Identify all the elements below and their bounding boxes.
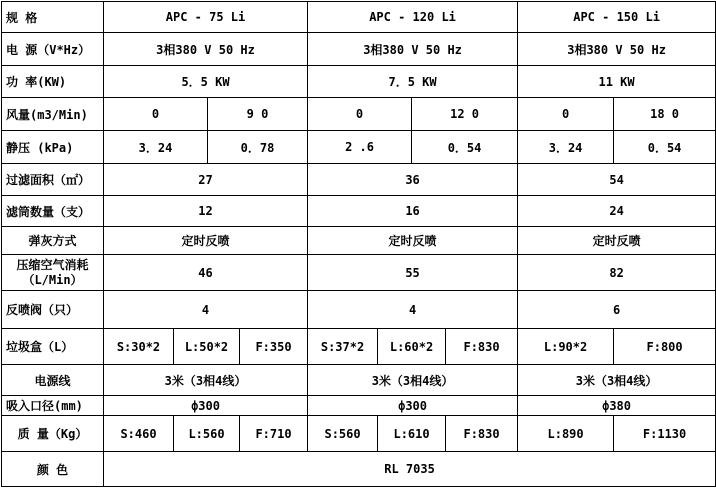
cell-value: S:460 <box>104 416 174 452</box>
cell-value: S:37*2 <box>308 329 378 365</box>
cell-value: 3米（3相4线） <box>308 365 518 396</box>
cell-value: 46 <box>104 255 308 291</box>
static-pressure-row <box>2 131 716 164</box>
cell-value: 5．5 KW <box>104 66 308 98</box>
cell-value: 9 0 <box>208 98 308 131</box>
cell-value: 3米（3相4线） <box>518 365 716 396</box>
cell-value: L:610 <box>378 416 446 452</box>
cell-value: 55 <box>308 255 518 291</box>
cell-value: 0 <box>518 98 614 131</box>
cell-value: 定时反喷 <box>518 227 716 255</box>
cell-value: 3米（3相4线） <box>104 365 308 396</box>
row-label: 压缩空气消耗（L/Min） <box>2 255 104 291</box>
spec-table <box>1 1 716 487</box>
cell-value: RL 7035 <box>104 452 716 487</box>
cell-value: 36 <box>308 164 518 196</box>
power-source-row <box>2 33 716 66</box>
ash-method-row <box>2 227 716 255</box>
cell-value: 3相380 V 50 Hz <box>308 33 518 66</box>
cell-value: ф300 <box>104 396 308 416</box>
spec-header-label: 规 格 <box>2 2 104 33</box>
cell-value: F:830 <box>446 416 518 452</box>
filter-count-row <box>2 196 716 227</box>
cell-value: 16 <box>308 196 518 227</box>
row-label: 弹灰方式 <box>2 227 104 255</box>
cell-value: F:710 <box>240 416 308 452</box>
valves-row <box>2 291 716 329</box>
row-label: 滤筒数量（支） <box>2 196 104 227</box>
cell-value: L:90*2 <box>518 329 614 365</box>
cell-value: 3相380 V 50 Hz <box>104 33 308 66</box>
cell-value: 18 0 <box>614 98 716 131</box>
row-label: 颜 色 <box>2 452 104 487</box>
cell-value: 3相380 V 50 Hz <box>518 33 716 66</box>
row-label: 吸入口径(mm) <box>2 396 104 416</box>
row-label: 风量(m3/Min) <box>2 98 104 131</box>
cell-value: F:1130 <box>614 416 716 452</box>
row-label: 电源线 <box>2 365 104 396</box>
cell-value: ф300 <box>308 396 518 416</box>
row-label: 过滤面积（㎡） <box>2 164 104 196</box>
cell-value: 24 <box>518 196 716 227</box>
row-label: 功 率(KW) <box>2 66 104 98</box>
airflow-row <box>2 98 716 131</box>
cell-value: 0 <box>308 98 412 131</box>
cell-value: 0 <box>104 98 208 131</box>
cell-value: ф380 <box>518 396 716 416</box>
cell-value: 12 0 <box>412 98 518 131</box>
cell-value: 3．24 <box>518 131 614 164</box>
cell-value: 定时反喷 <box>308 227 518 255</box>
cell-value: 0．54 <box>412 131 518 164</box>
cell-value: 6 <box>518 291 716 329</box>
cell-value: S:560 <box>308 416 378 452</box>
cell-value: F:800 <box>614 329 716 365</box>
cell-value: F:350 <box>240 329 308 365</box>
filter-area-row <box>2 164 716 196</box>
cell-value: 定时反喷 <box>104 227 308 255</box>
cell-value: 11 KW <box>518 66 716 98</box>
cell-value: L:60*2 <box>378 329 446 365</box>
row-label: 静压 (kPa) <box>2 131 104 164</box>
model-150: APC - 150 Li <box>518 2 716 33</box>
cell-value: 54 <box>518 164 716 196</box>
power-row <box>2 66 716 98</box>
row-label: 质 量（Kg） <box>2 416 104 452</box>
cell-value: L:50*2 <box>174 329 240 365</box>
cell-value: 82 <box>518 255 716 291</box>
cell-value: 7．5 KW <box>308 66 518 98</box>
color-row <box>2 452 716 487</box>
cell-value: F:830 <box>446 329 518 365</box>
cell-value: 2 .6 <box>308 131 412 164</box>
cell-value: 0．54 <box>614 131 716 164</box>
cell-value: L:890 <box>518 416 614 452</box>
bin-row <box>2 329 716 365</box>
inlet-row <box>2 396 716 416</box>
cell-value: 12 <box>104 196 308 227</box>
weight-row <box>2 416 716 452</box>
row-label: 垃圾盒（L） <box>2 329 104 365</box>
model-120: APC - 120 Li <box>308 2 518 33</box>
cell-value: S:30*2 <box>104 329 174 365</box>
row-label: 电 源（V*Hz） <box>2 33 104 66</box>
header-row <box>2 2 716 33</box>
cell-value: L:560 <box>174 416 240 452</box>
compressed-air-row <box>2 255 716 291</box>
row-label: 反喷阀（只） <box>2 291 104 329</box>
cell-value: 4 <box>104 291 308 329</box>
cell-value: 27 <box>104 164 308 196</box>
cable-row <box>2 365 716 396</box>
cell-value: 3．24 <box>104 131 208 164</box>
cell-value: 0．78 <box>208 131 308 164</box>
cell-value: 4 <box>308 291 518 329</box>
model-75: APC - 75 Li <box>104 2 308 33</box>
